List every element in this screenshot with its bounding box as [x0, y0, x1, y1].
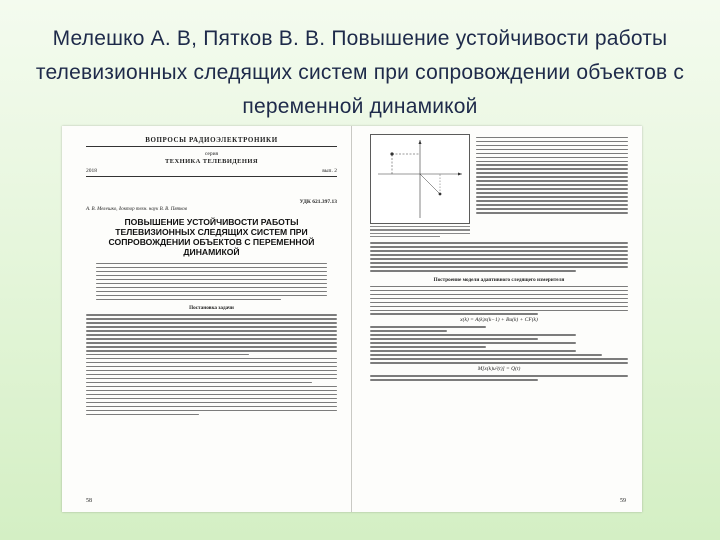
section-heading: Постановка задачи	[189, 305, 234, 312]
page-number-left: 58	[86, 498, 92, 504]
left-page	[62, 126, 352, 512]
page-number-right: 59	[620, 498, 626, 504]
header-rule	[86, 146, 337, 147]
series-block	[86, 151, 337, 165]
journal-name: ВОПРОСЫ РАДИОЭЛЕКТРОНИКИ	[145, 136, 278, 144]
section-heading-right: Построение модели адаптивного следящего измерителя	[433, 276, 565, 283]
formula-2: M[x(k)u²(t)] = Q(t)	[477, 366, 521, 373]
document-scan	[62, 126, 642, 512]
coordinate-figure	[370, 134, 470, 224]
figure-caption	[370, 226, 470, 237]
slide-title: Мелешко А. В, Пятков В. В. Повышение устойчивости работы телевизионных следящих систем при сопровождении объектов с переменной динамикой	[35, 27, 685, 118]
series-name: ТЕХНИКА ТЕЛЕВИДЕНИЯ	[165, 158, 258, 165]
formula-1: x(k) = A(k)x(k−1) + Bu(k) + CF(k)	[460, 317, 538, 324]
figure-row	[370, 134, 628, 239]
year: 2018	[86, 168, 97, 174]
body-text-right-list	[370, 326, 628, 363]
body-text-right-top	[370, 242, 628, 271]
figure-column	[370, 134, 470, 239]
body-text-right-bottom	[370, 375, 628, 380]
series-prefix: серия	[204, 151, 219, 157]
body-text	[86, 314, 337, 415]
udc-code: УДК 621.397.13	[299, 199, 337, 205]
article-title: ПОВЫШЕНИЕ УСТОЙЧИВОСТИ РАБОТЫ ТЕЛЕВИЗИОННЫХ СЛЕДЯЩИХ СИСТЕМ ПРИ СОПРОВОЖДЕНИИ ОБЪЕКТОВ С ПЕРЕМЕННОЙ ДИНАМИКОЙ	[108, 217, 315, 257]
issue: вып. 2	[322, 168, 337, 174]
right-page	[352, 126, 642, 512]
abstract-text	[86, 263, 337, 300]
issue-rule	[86, 176, 337, 177]
figure-side-text	[476, 134, 628, 239]
body-text-right-mid	[370, 286, 628, 315]
authors: А. В. Мелешко, доктор техн. наук В. В. Пятков	[86, 207, 188, 212]
issue-row	[86, 168, 337, 174]
